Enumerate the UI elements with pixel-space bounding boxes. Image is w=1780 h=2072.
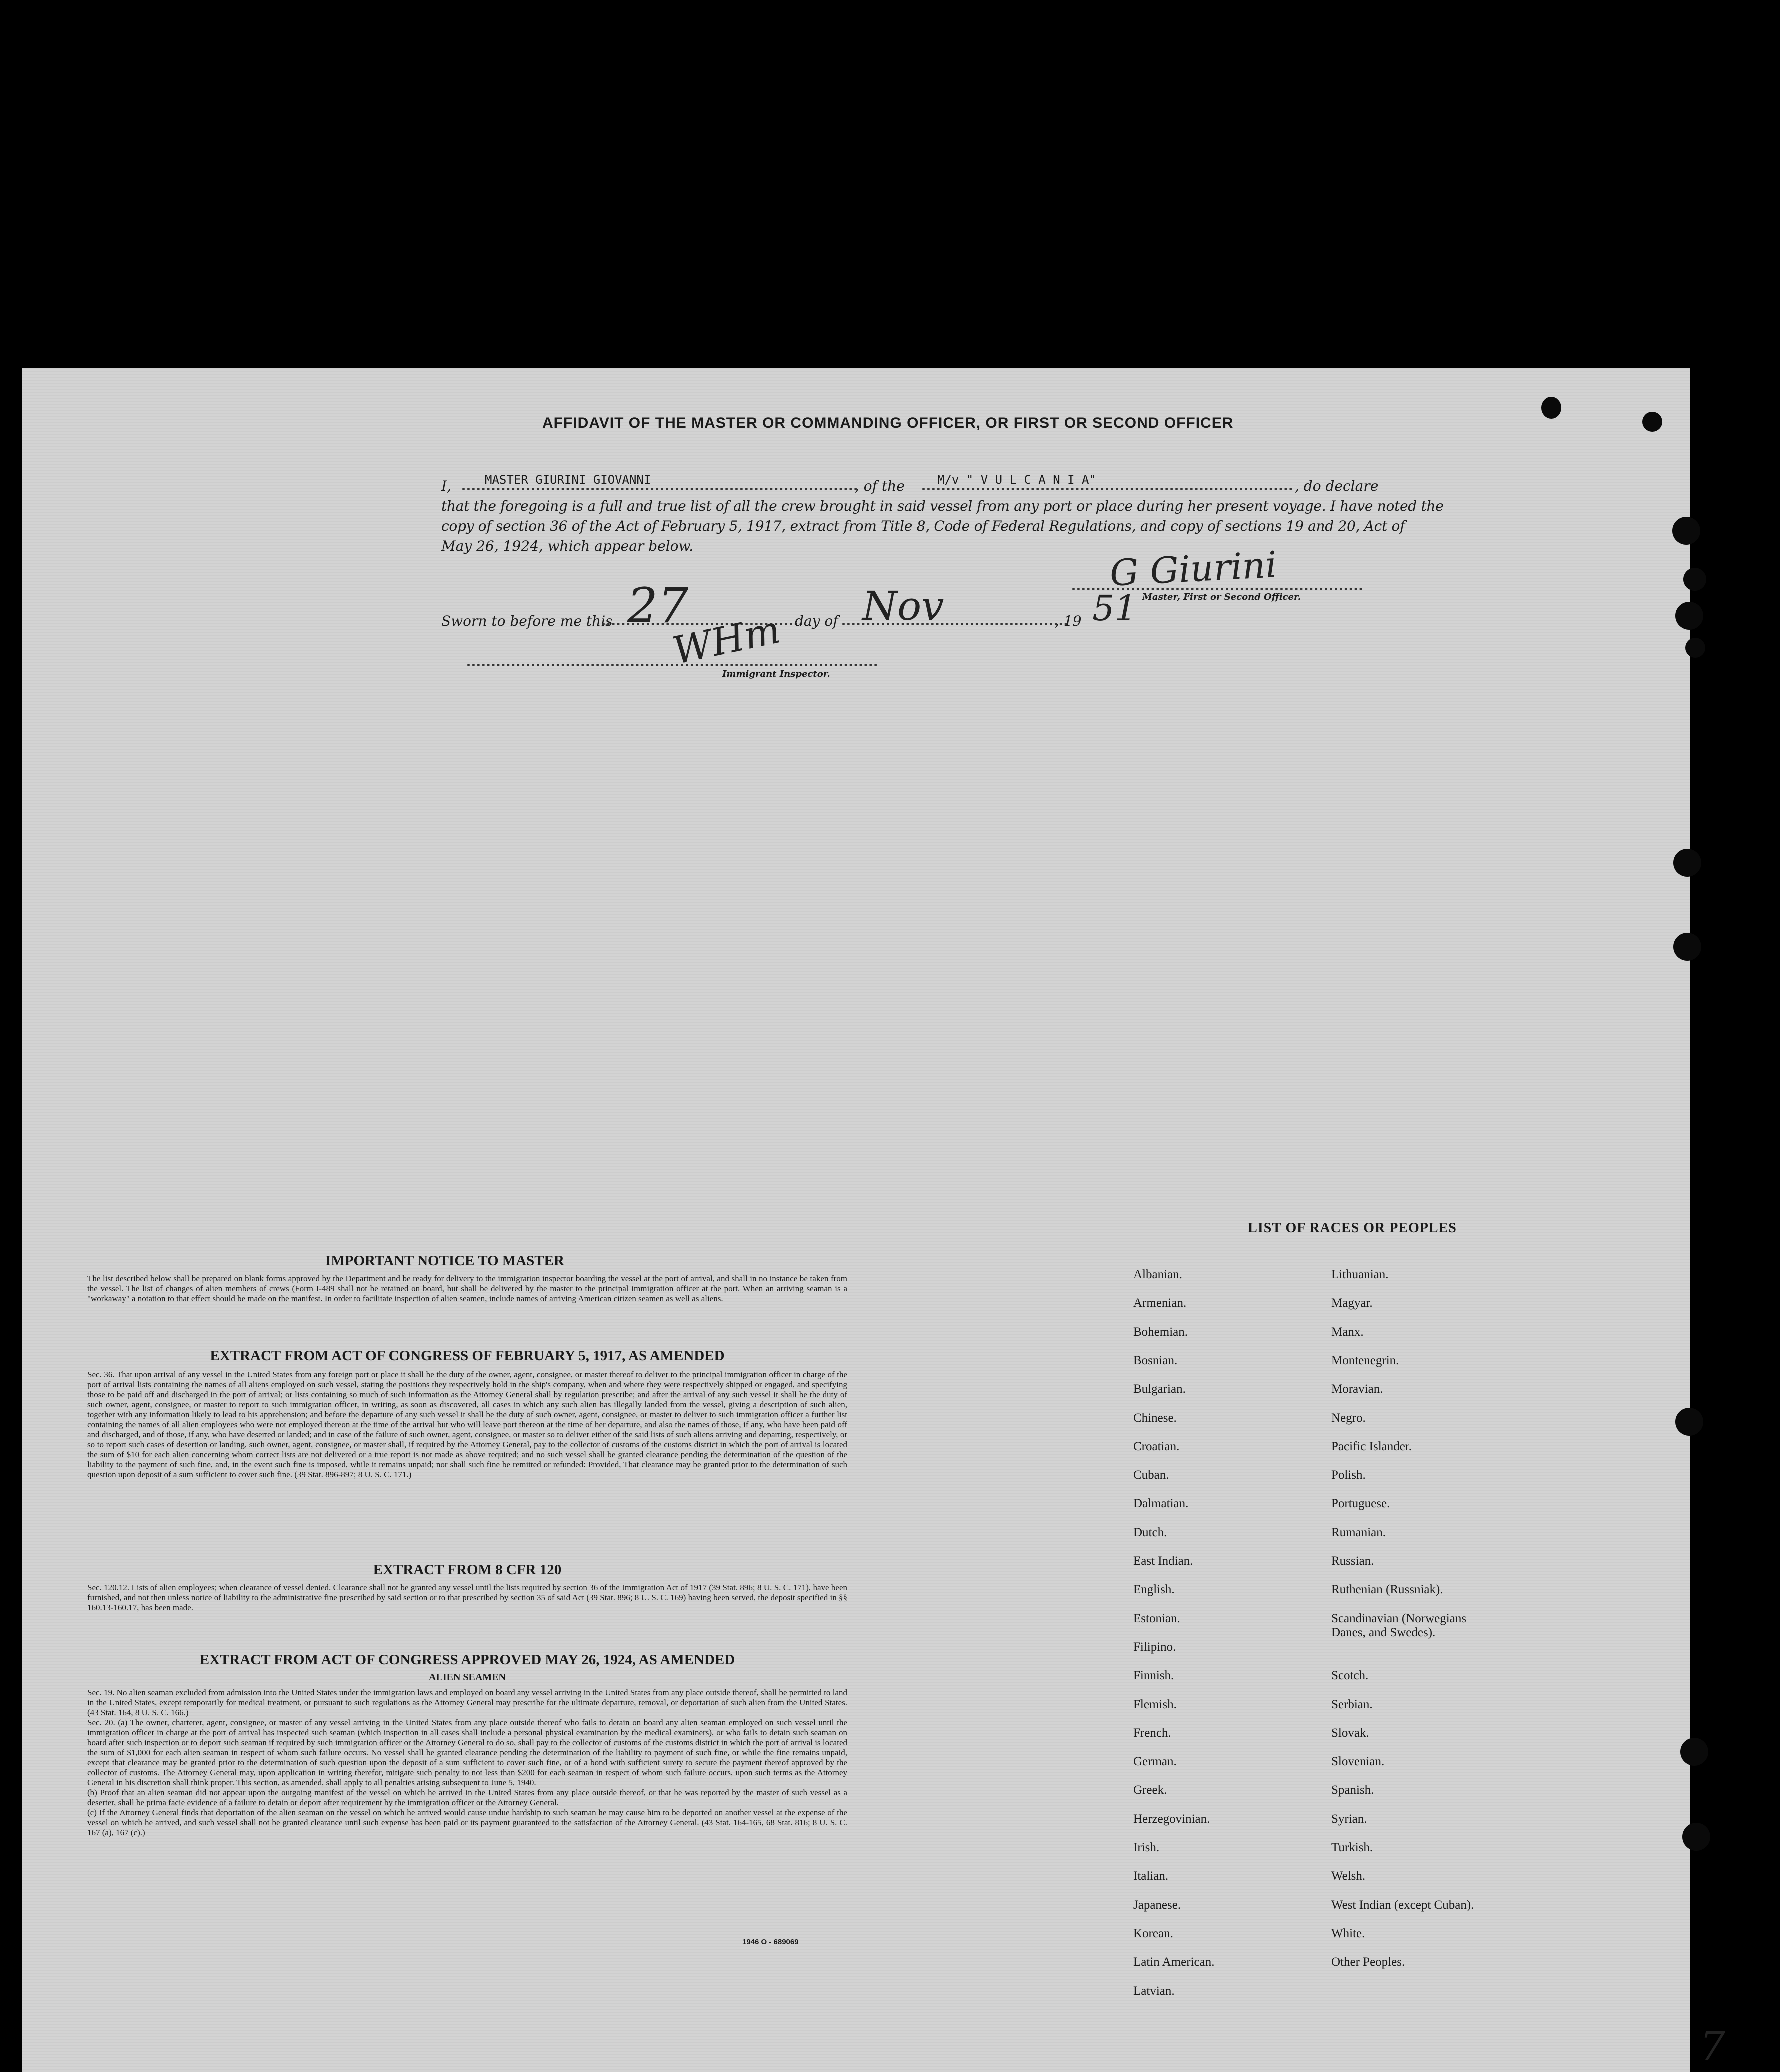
vessel-name-value: M/v " V U L C A N I A" (938, 473, 1096, 487)
race-item: Croatian. (1134, 1439, 1180, 1453)
day-of-label: day of (795, 613, 838, 629)
extract-cfr-title: EXTRACT FROM 8 CFR 120 (373, 1562, 562, 1578)
affidavit-line-3: copy of section 36 of the Act of February 5, 1917, extract from Title 8, Code of Federal Regulations, and copy of sections 19 and 20, Act of (442, 518, 1406, 534)
race-item: Bohemian. (1134, 1325, 1188, 1339)
race-item: Dalmatian. (1134, 1497, 1189, 1511)
race-item: Armenian. (1134, 1296, 1187, 1310)
race-item: French. (1134, 1726, 1172, 1740)
master-caption: Master, First or Second Officer. (1142, 592, 1302, 602)
race-item: Moravian. (1332, 1382, 1384, 1396)
year-prefix: , 19 (1055, 613, 1082, 629)
race-item: Lithuanian. (1332, 1268, 1389, 1281)
print-code: 1946 O - 689069 (742, 1938, 799, 1946)
race-item: Cuban. (1134, 1468, 1170, 1482)
race-item: Flemish. (1134, 1697, 1177, 1711)
race-item: Turkish. (1332, 1841, 1374, 1854)
race-item: Korean. (1134, 1926, 1174, 1940)
race-item: Irish. (1134, 1841, 1160, 1854)
race-item: Filipino. (1134, 1640, 1176, 1654)
punch-hole (1682, 1823, 1710, 1851)
notice-text: The list described below shall be prepared on blank forms approved by the Department and be ready for delivery to the immigration inspector boarding the vessel at the port of arrival, and shall in no instance be taken from the vessel. The list of changes of alien members of crews (Form I-489 shall not be retained on board, but shall be delivered by the master to the principal immigration officer at the port. When an arriving seaman is a "workaway" a notation to that effect should be made on the manifest. In order to facilitate inspection of alien seamen, include names of arriving American citizen seamen as well as aliens. (88, 1274, 848, 1303)
race-item: English. (1134, 1583, 1175, 1597)
race-item: Albanian. (1134, 1268, 1182, 1281)
do-declare-label: , do declare (1295, 478, 1379, 494)
document-sheet (22, 368, 1726, 2072)
race-item: Manx. (1332, 1325, 1364, 1339)
race-item: Welsh. (1332, 1869, 1366, 1883)
punch-hole (1674, 849, 1702, 877)
extract-cfr-text: Sec. 120.12. Lists of alien employees; when clearance of vessel denied. Clearance shall not be granted any vessel until the lists required by section 36 of the Immigration Act of 1917 (39 Stat. 896; 8 U. S. C. 171), have been furnished, and not then unless notice of liability to the administrative fine prescribed by said section or to that prescribed by section 35 of said Act (39 Stat. 896; 8 U. S. C. 169) having been served, the deposit specified in §§ 160.13-160.17, has been made. (88, 1583, 848, 1612)
extract-1917-text: Sec. 36. That upon arrival of any vessel in the United States from any foreign port or place it shall be the duty of the owner, agent, consignee, or master thereof to deliver to the principal immigration officer in charge of the port of arrival lists containing the names of all aliens employed on such vessel, stating the positions they respectively hold in the ship's company, when and where they were respectively shipped or engaged, and specifying those to be paid off and discharged in the port of arrival; or lists containing so much of such information as the Attorney General shall by regulation prescribe; and after the arrival of any such vessel it shall be the duty of such owner, agent, consignee, or master to report to such immigration officer, in writing, as soon as discovered, all cases in which any such alien has illegally landed from the vessel, giving a description of such alien, together with any information likely to lead to his apprehension; and before the departure of any such vessel it shall be the duty of such owner, agent, consignee, or master to deliver to such immigration officer a further list containing the names of all alien employees who were not employed thereon at the time of the arrival but who will leave port thereon at the time of her departure, and also the names of those, if any, who have been paid off and discharged, and of those, if any, who have deserted or landed; and in case of the failure of such owner, agent, consignee, or master so to deliver either of the said lists of such aliens arriving and departing, respectively, or so to report such cases of desertion or landing, such owner, agent, consignee, or master shall, if required by the Attorney General, pay to the collector of customs of the customs district in which the port of arrival is located the sum of $10 for each alien concerning whom correct lists are not delivered or a true report is not made as above required; and no such vessel shall be granted clearance pending the determination of the question of the liability to the payment of such fine, and, in the event such fine is imposed, while it remains unpaid; nor shall such fine be remitted or refunded: Provided, That clearance may be granted prior to the determination of such question upon deposit of a sum sufficient to cover such fine. (39 Stat. 896-897; 8 U. S. C. 171.) (88, 1370, 848, 1479)
race-item: Portuguese. (1332, 1497, 1390, 1511)
race-item: Slovak. (1332, 1726, 1370, 1740)
race-item: Serbian. (1332, 1697, 1373, 1711)
year-value: 51 (1092, 588, 1138, 629)
race-item: Latin American. (1134, 1955, 1215, 1969)
race-item: Danes, and Swedes). (1332, 1625, 1436, 1639)
race-item: Pacific Islander. (1332, 1439, 1412, 1453)
race-item: Negro. (1332, 1411, 1366, 1425)
extract-1924-subtitle: ALIEN SEAMEN (429, 1672, 506, 1683)
day-value: 27 (628, 578, 689, 634)
inspector-caption: Immigrant Inspector. (722, 669, 830, 679)
inspector-signature: WHm (669, 607, 784, 673)
punch-hole (1680, 1738, 1708, 1766)
race-item: Scotch. (1332, 1669, 1369, 1683)
race-item: German. (1134, 1755, 1177, 1769)
extract-1917-title: EXTRACT FROM ACT OF CONGRESS OF FEBRUARY 5, 1917, AS AMENDED (210, 1348, 725, 1364)
race-item: Magyar. (1332, 1296, 1373, 1310)
extract-1924-text: Sec. 19. No alien seaman excluded from admission into the United States under the immigration laws and employed on board any vessel arriving in the United States from any place outside thereof, shall be permitted to land in the United States, except temporarily for medical treatment, or pursuant to such regulations as the Attorney General may prescribe for the ultimate departure, removal, or deportation of such alien from the United States. (43 Stat. 164, 8 U. S. C. 166.) Sec. 20. (a) The owner, charterer, agent, consignee, or master of any vessel arriving in the United States from any place outside thereof who fails to detain on board any alien seaman employed on such vessel until the immigration officer in charge at the port of arrival has inspected such seaman (which inspection in all cases shall include a personal physical examination by the medical examiners), or who fails to detain such seaman on board after such inspection or to deport such seaman if required by such immigration officer or the Attorney General to do so, shall pay to the collector of customs of the customs district in which the port of arrival is located the sum of $1,000 for each alien seaman in respect of whom such failure occurs. No vessel shall be granted clearance pending the determination of the liability to payment of such fine, or while the fine remains unpaid, except that clearance may be granted prior to the determination of such question upon the deposit of a sum sufficient to cover such fine, or of a bond with sufficient surety to secure the payment thereof approved by the collector of customs. The Attorney General may, upon application in writing therefor, mitigate such penalty to not less than $200 for each seaman in respect of whom such failure occurs, upon such terms as the Attorney General in his discretion shall think proper. This section, as amended, shall apply to all penalties arising subsequent to June 5, 1940. (b) Proof that an alien seaman did not appear upon the outgoing manifest of the vessel on which he arrived in the United States from any place outside thereof, or that he was reported by the master of such vessel as a deserter, shall be prima facie evidence of a failure to detain or deport after requirement by the immigration officer or the Attorney General. (c) If the Attorney General finds that deportation of the alien seaman on the vessel on which he arrived would cause undue hardship to such seaman he may cause him to be deported on another vessel at the expense of the vessel on which he arrived, and such vessel shall not be granted clearance until such expense has been paid or its payment guaranteed to the satisfaction of the Attorney General. (43 Stat. 164-165, 68 Stat. 816; 8 U. S. C. 167 (a), 167 (c).) (88, 1688, 848, 1837)
punch-hole (1684, 568, 1706, 591)
notice-title: IMPORTANT NOTICE TO MASTER (326, 1253, 564, 1269)
race-item: Bosnian. (1134, 1353, 1178, 1367)
of-the-label: , of the (855, 478, 905, 494)
race-item: Latvian. (1134, 1984, 1175, 1998)
punch-hole (1686, 638, 1706, 658)
race-item: Greek. (1134, 1783, 1168, 1797)
races-title: LIST OF RACES OR PEOPLES (1248, 1220, 1457, 1236)
race-item: Finnish. (1134, 1669, 1174, 1683)
race-item: East Indian. (1134, 1554, 1194, 1568)
race-item: Spanish. (1332, 1783, 1374, 1797)
race-item: Chinese. (1134, 1411, 1177, 1425)
race-item: Rumanian. (1332, 1525, 1386, 1539)
extract-1924-title: EXTRACT FROM ACT OF CONGRESS APPROVED MAY 26, 1924, AS AMENDED (200, 1652, 736, 1668)
master-name-value: MASTER GIURINI GIOVANNI (485, 473, 652, 487)
punch-hole (1674, 933, 1702, 961)
race-item: Montenegrin. (1332, 1353, 1400, 1367)
punch-hole (1642, 412, 1662, 432)
affidavit-line-4: May 26, 1924, which appear below. (442, 538, 694, 554)
punch-hole (1676, 602, 1704, 630)
race-item: Ruthenian (Russniak). (1332, 1583, 1444, 1597)
punch-hole (1542, 397, 1562, 419)
i-label: I, (442, 478, 452, 494)
affidavit-line-2: that the foregoing is a full and true list of all the crew brought in said vessel from any port or place during her present voyage. I have noted the (442, 498, 1444, 514)
month-value: Nov (862, 583, 944, 629)
race-item: Syrian. (1332, 1812, 1368, 1826)
master-signature: G Giurini (1109, 543, 1278, 594)
punch-hole (1672, 517, 1700, 545)
race-item: White. (1332, 1926, 1366, 1940)
race-item: Bulgarian. (1134, 1382, 1186, 1396)
race-item: Slovenian. (1332, 1755, 1385, 1769)
sworn-label: Sworn to before me this (442, 613, 613, 629)
race-item: Russian. (1332, 1554, 1374, 1568)
punch-hole (1676, 1408, 1704, 1436)
race-item: Japanese. (1134, 1898, 1182, 1912)
race-item: Estonian. (1134, 1611, 1180, 1625)
affidavit-title: AFFIDAVIT OF THE MASTER OR COMMANDING OFFICER, OR FIRST OR SECOND OFFICER (542, 415, 1234, 431)
race-item: Dutch. (1134, 1525, 1168, 1539)
page-number-mark: 7 (1700, 2023, 1726, 2069)
race-item: Polish. (1332, 1468, 1366, 1482)
race-item: Scandinavian (Norwegians (1332, 1611, 1467, 1625)
race-item: Herzegovinian. (1134, 1812, 1210, 1826)
race-item: West Indian (except Cuban). (1332, 1898, 1474, 1912)
race-item: Other Peoples. (1332, 1955, 1406, 1969)
race-item: Italian. (1134, 1869, 1169, 1883)
